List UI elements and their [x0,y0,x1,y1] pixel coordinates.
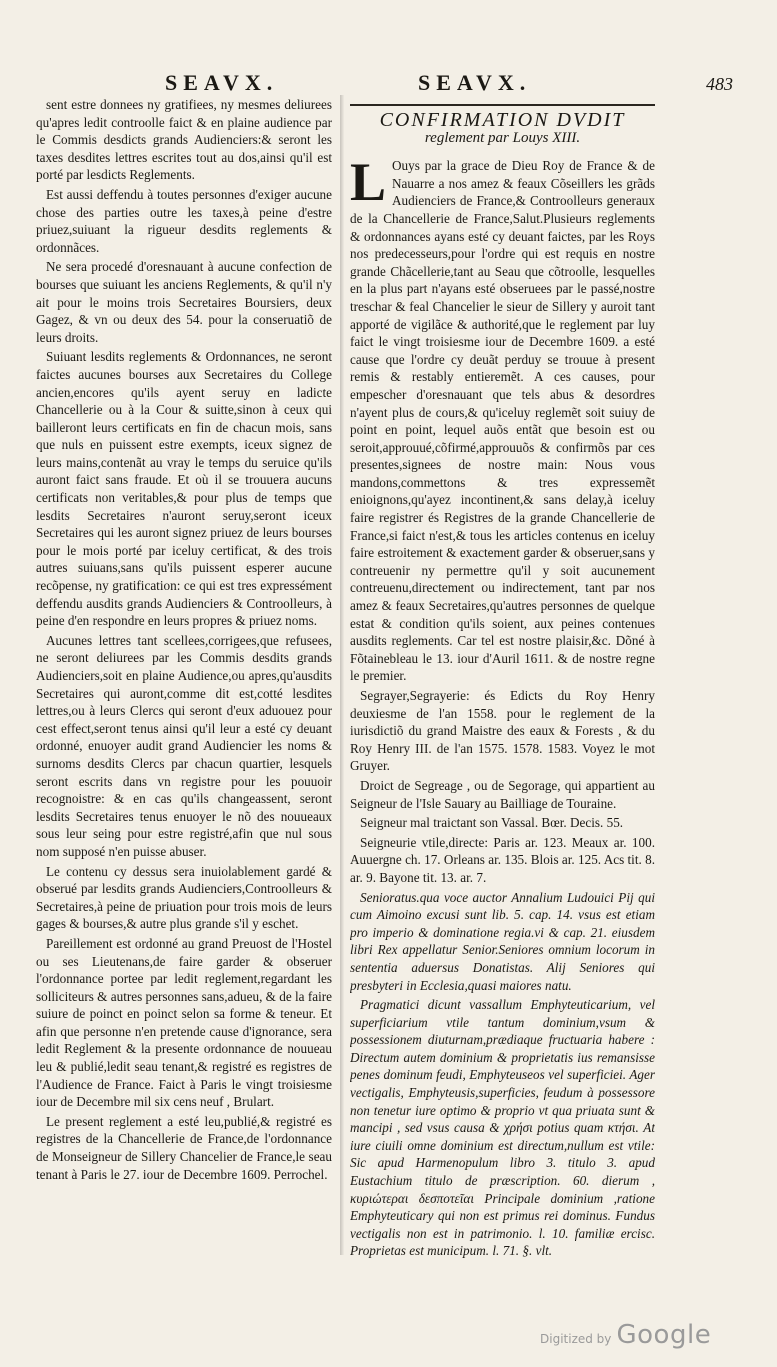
left-running-head: SEAVX. [165,70,279,95]
paragraph: Ne sera procedé d'oresnauant à aucune confection de bourses que suiuant les anciens Reglements, & qu'il n'y ait pour le moins trois Secretaires Boursiers, deux Gagez, & vn ou deux des 54. pour la conseruatiõ de leurs droits. [36,259,332,345]
left-column [36,96,332,1356]
latin-paragraph: Senioratus.qua voce auctor Annalium Ludouici Pij qui cum Aimoino excusi sunt lib. 5. cap. 14. vsus est etiam pro imperio & dominatione regia.vi & cap. 21. eiusdem libri Rex appellatur Senior.Seniores omnium locorum in sententia aduersus Donatistas. Alij Seniores qui presbyteri in Ecclesia,quasi maiores natu. [350,889,655,993]
letter-text: Ouys par la grace de Dieu Roy de France & de Nauarre a nos amez & feaux Cõseillers les grãds Audienciers de France,& Controolleurs generaux de la Chancellerie de France,Salut.Plusieurs reglements & ordonnances ayans esté cy deuant faictes, par les Roys nos predecesseurs,pour l'ordre qui est requis en nostre grande Chãcellerie,tant au Seau que cõtroolle, lesquelles en la plus part n'ayans esté obseruees par le passé,nostre treschar & feal Chancelier le sieur de Sillery y auroit tant apporté de vigilãce & authorité,que le reglement par luy faict le vingt troisiesme iour de Decembre 1609. a esté cause que l'ordre cy deuãt perduy se trouue à present remis & restably entieremẽt. A ces causes, pour empescher d'oresnauant que tels abus & desordres n'ayent plus de cours,& qu'iceluy reglemẽt soit suiuy de point en point, lequel auõs entãt que besoin est ou seroit,approuué,cõfirmé,approuuõs & confirmõs par ces presentes,signees de nostre main: Nous vous mandons,commettons & tres expressemẽt enioignons,qu'ayez incontinent,& sans delay,à iceluy faire registrer és Registres de la grande Chancellerie de France,si faict n'est,& tous les articles contenus en iceluy faire estroitement & exactement garder & obseruer,sans y contreuenir ny permettre qu'il y soit aucunement contreuenu,directement ou indirectement, tant par nos amez & feaux Secretaires,qu'autres personnes de quelque estat & condition qu'ils soient, aux peines contenues ausdits reglements. Car tel est nostre plaisir,&c. Dõné à Fõtainebleau le 13. iour d'Auril 1611. & de nostre regne le premier. [350,158,655,684]
entry: Droict de Segreage , ou de Segorage, qui appartient au Seigneur de l'Isle Sauary au Bailliage de Touraine. [350,777,655,811]
digitized-by-text: Digitized by [540,1332,612,1346]
latin-paragraph: Pragmatici dicunt vassallum Emphyteuticarium, vel superficiarium vtile tantum dominium,vsum & possessionem diuturnam,prædiaque fructuaria habere : Directum autem dominium & proprietatis ius remansisse penes dominum feudi, Emphyteuseos vel superficiei. Ager vectigalis, Emphyteusis,superficies, feudum à possessore non tenetur iure optimo & proprio vt qua priuata sunt & mancipi , sed vsus causa & χρήσι potius quam κτήσι. At iure ciuili omne dominium est directum,nullum est vtile: Sic apud Harmenopulum libro 3. titulo 3. apud Eustachium titulo de præscription. 60. dierum , κυριώτεραι δεσποτεῖαι Principale dominium ,ratione Emphyteuticary qui non est primus rei dominus. Fundus vectigalis non est in patrimonio. l. 10. familiæ ercisc. Proprietas est municipum. l. 71. §. vlt. [350,997,655,1259]
entry: Seigneurie vtile,directe: Paris ar. 123. Meaux ar. 100. Auuergne ch. 17. Orleans ar. 135. Blois ar. 125. Acs tit. 8. ar. 9. Bayone tit. 13. ar. 7. [350,834,655,885]
paragraph: Suiuant lesdits reglements & Ordonnances, ne seront faictes aucunes bourses aux Secretaires du College ancien,encores qu'ils ayent seruy en ladicte Chancellerie ou à la Cour & suitte,sinon à ceux qui bailleront leurs certificats en fin de chacun mois, sans que nuls en puissent estre exempts, iceux signez de leurs mains,contenãt au vray le temps du seruice qu'ils auront faict sans fraude. Et où il se trouuera aucuns certificats non veritables,& pour plus de temps que lesdits Secretaires n'auront seruy,seront iceux Secretaires qui les auront signez priuez de leurs bourses pour le mois porté par iceluy certificat, & des trois autres suiuans,sans qu'ils puissent esperer aucune recõpense, ny gratification: ce qui est tres expressément deffendu ausdits grands Audienciers & Controolleurs, à peine d'en respondre en leurs propres & priuez noms. [36,349,332,629]
page-number: 483 [706,74,733,94]
entry: Segrayer,Segrayerie: és Edicts du Roy Henry deuxiesme de l'an 1558. pour le reglement de la iurisdictiõ du grand Maistre des eaux & Forests , & du Roy Henry III. de l'an 1575. 1578. 1583. Voyez le mot Gruyer. [350,688,655,774]
paragraph: Le contenu cy dessus sera inuiolablement gardé & obserué par lesdits grands Audienciers,Controolleurs & Secretaires,à peine de priuation pour trois mois de leurs gages & bourses,& autre plus grande s'il y eschet. [36,863,332,932]
letter-paragraph [350,152,655,685]
section-title: CONFIRMATION DVDIT [379,109,626,131]
right-running-head: SEAVX. [418,70,532,95]
google-logo: Google [616,1320,712,1350]
paragraph: Pareillement est ordonné au grand Preuost de l'Hostel ou ses Lieutenans,de faire garder & obseruer l'ordonnance portee par ledit reglement,regardant les solliciteurs & autres personnes sans,adueu, & de la faire suiure de poinct en poinct selon sa forme & teneur. Et afin que personne n'en pretende cause d'ignorance, sera ledit Reglement & la presente ordonnance de nouueau leu & publié,ledit seau tenant,& registré es registres de l'Audience de France. Faict à Paris le vingt troisiesme iour de Decembre mil six cens neuf , Brulart. [36,935,332,1110]
entry: Seigneur mal traictant son Vassal. Bœr. Decis. 55. [360,815,624,831]
section-subtitle: reglement par Louys XIII. [424,129,581,146]
section-rule [350,104,655,106]
right-column [350,98,655,1308]
google-watermark [540,1320,711,1350]
paragraph: sent estre donnees ny gratifiees, ny mesmes deliurees qu'apres ledit controolle faict & en plaine audience par le Commis desdicts grands Audienciers:& seront les taxes desdites lettres escrites tout au dos,ainsi qu'il est porté par lesdicts Reglements. [36,97,332,183]
paragraph: Le present reglement a esté leu,publié,& registré es registres de la Chancellerie de France,de l'ordonnance de Monseigneur de Sillery Chancelier de France,le seau tenant à Paris le 27. iour de Decembre 1609. Perrochel. [36,1113,332,1182]
column-divider [340,95,344,1255]
paragraph: Est aussi deffendu à toutes personnes d'exiger aucune chose des parties outre les taxes,à peine d'estre priuez,suiuant la rigueur desdits reglements & ordonnãces. [36,186,332,255]
drop-cap: L [350,152,387,213]
paragraph: Aucunes lettres tant scellees,corrigees,que refusees, ne seront deliurees par les Commis desdits grands Audienciers,soit en plaine Audience,ou apres,qu'ausdits Secretaires qui auront,comme dit est,cotté lesdites lettres,ou à leurs Clercs qui seront d'eux aduouez pour cest effect,seront tenus ainsi qu'il leur a esté cy deuant ordonné, enuoyer audit grand Audiencier les noms & surnoms desdits Clercs par chacun quartier, lesquels seront escrits dans vn registre pour les pouuoir recognoistre: & en cas qu'ils changeassent, seront lesdits Secretaires tenus enuoyer le nõ des nouueaux sous leur seing pour estre registré,afin que nul sous nom supposé n'en puisse abuser. [36,632,332,859]
